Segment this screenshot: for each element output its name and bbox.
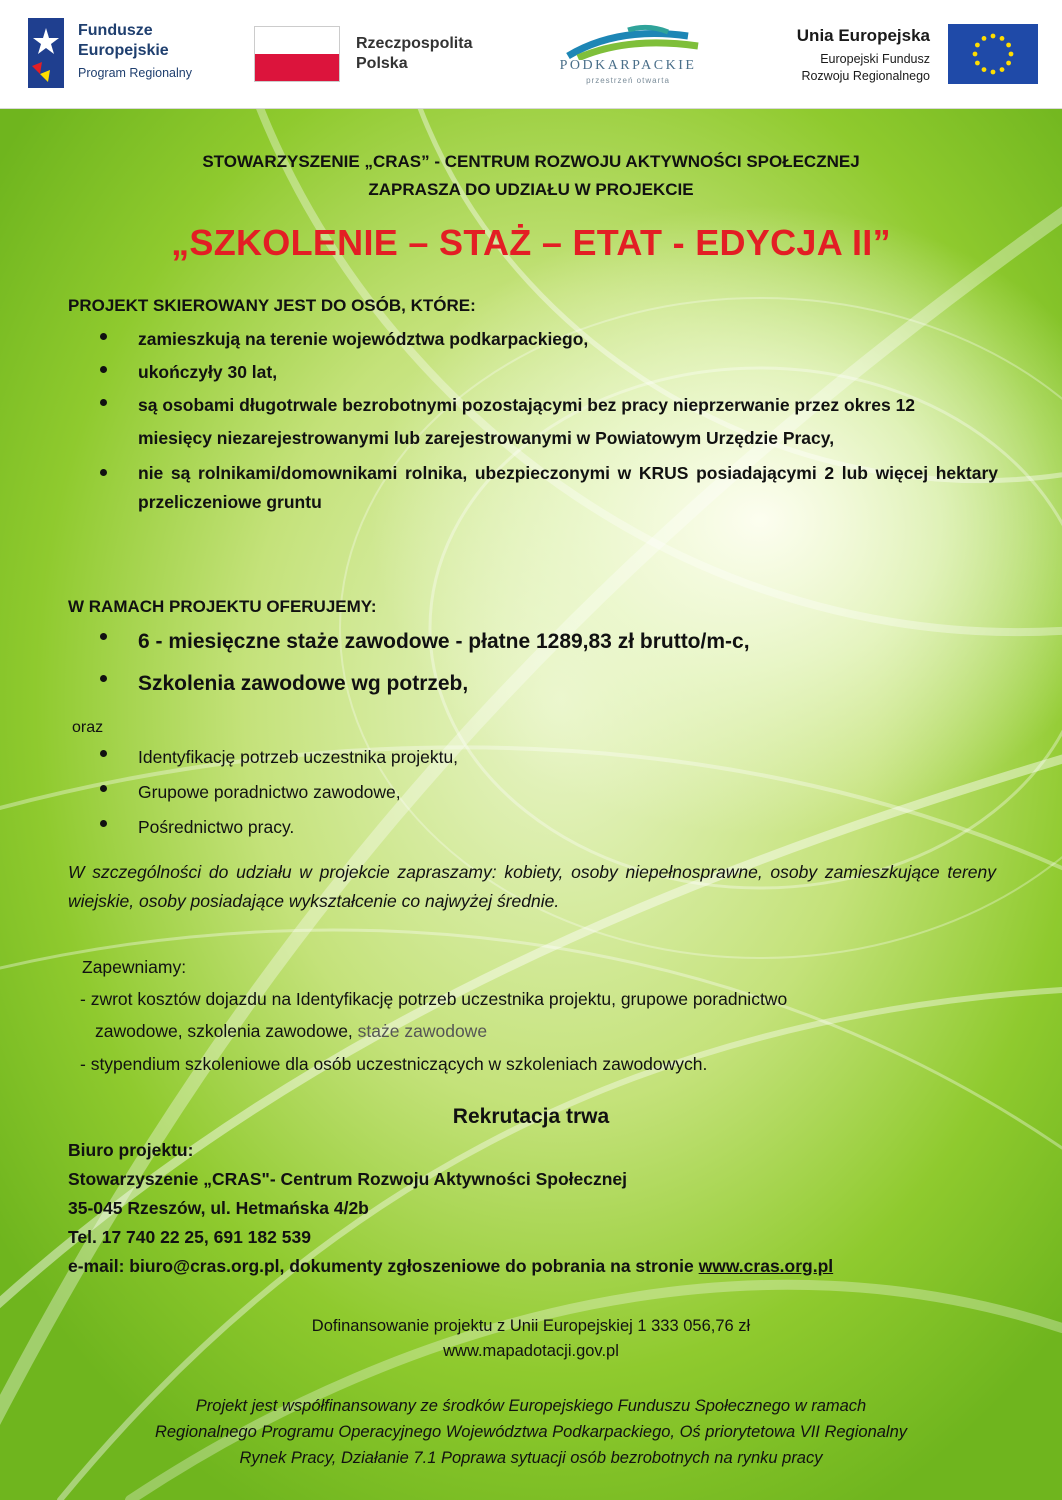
organization-line: STOWARZYSZENIE „CRAS” - CENTRUM ROZWOJU AKTYWNOŚCI SPOŁECZNEJ (202, 152, 860, 171)
list-item (68, 323, 998, 356)
list-item-text: są osobami długotrwale bezrobotnymi pozostającymi bez pracy nieprzerwanie przez okres 12 miesięcy niezarejestrowanymi lub zarejestrowanymi w Powiatowym Urzędzie Pracy, (138, 395, 916, 448)
podkarpackie-name: PODKARPACKIE (559, 58, 697, 73)
bullet-icon (100, 333, 107, 340)
footer-line-1: Projekt jest współfinansowany ze środków Europejskiego Funduszu Społecznego w ramach (195, 1397, 867, 1415)
offer-extra-list (68, 740, 998, 845)
list-item (68, 775, 998, 810)
office-address: 35-045 Rzeszów, ul. Hetmańska 4/2b (68, 1198, 369, 1218)
ue-logo-line3: Rozwoju Regionalnego (801, 69, 930, 83)
list-item-text: Pośrednictwo pracy. (138, 817, 295, 837)
fe-logo-line1: Fundusze (78, 22, 153, 39)
list-item (68, 740, 998, 775)
list-item-text: nie są rolnikami/domownikami rolnika, ubezpieczonymi w KRUS posiadającymi 2 lub więcej hektary przeliczeniowe gruntu (138, 463, 998, 512)
list-item (68, 356, 998, 389)
ue-logo-line2: Europejski Fundusz (820, 52, 930, 66)
office-email-line (68, 1252, 1048, 1281)
website-link[interactable]: www.cras.org.pl (698, 1256, 834, 1276)
bullet-icon (100, 785, 107, 792)
bullet-icon (100, 675, 107, 682)
office-email: e-mail: biuro@cras.org.pl, dokumenty zgłoszeniowe do pobrania na stronie (68, 1256, 699, 1276)
guarantee-item-1-continued (95, 1014, 487, 1049)
list-item-text: ukończyły 30 lat, (138, 362, 278, 382)
rp-logo-line2: Polska (356, 55, 408, 72)
guarantee-heading: Zapewniamy: (82, 957, 187, 977)
office-contact-block (68, 1136, 1048, 1281)
guarantee-item-2: - stypendium szkoleniowe dla osób uczestniczących w szkoleniach zawodowych. (80, 1054, 708, 1074)
offer-main-list (68, 621, 998, 705)
office-phone: Tel. 17 740 22 25, 691 182 539 (68, 1227, 311, 1247)
guarantee-item-1: - zwrot kosztów dojazdu na Identyfikację potrzeb uczestnika projektu, grupowe poradnictwo (80, 989, 788, 1009)
list-item-text: zamieszkują na terenie województwa podkarpackiego, (138, 329, 589, 349)
bullet-icon (100, 633, 107, 640)
office-label: Biuro projektu: (68, 1140, 194, 1160)
target-group-list (68, 323, 998, 517)
ue-logo-line1: Unia Europejska (796, 26, 930, 45)
invitation-paragraph: W szczególności do udziału w projekcie zapraszamy: kobiety, osoby niepełnosprawne, osoby zamieszkujące tereny wiejskie, osoby posiadające wykształcenie co najwyżej średnie. (68, 862, 996, 911)
funding-website: www.mapadotacji.gov.pl (443, 1342, 619, 1360)
list-item (68, 663, 998, 705)
footer-line-2: Regionalnego Programu Operacyjnego Województwa Podkarpackiego, Oś priorytetowa VII Regionalny (154, 1423, 908, 1441)
bullet-icon (100, 399, 107, 406)
rp-logo-line1: Rzeczpospolita (356, 35, 473, 52)
target-group-heading: PROJEKT SKIEROWANY JEST DO OSÓB, KTÓRE: (68, 296, 476, 315)
list-item-text: Szkolenia zawodowe wg potrzeb, (138, 672, 469, 695)
bullet-icon (100, 469, 107, 476)
list-item (68, 459, 998, 517)
project-title: „SZKOLENIE – STAŻ – ETAT - EDYCJA II” (171, 222, 891, 263)
list-item-text: Identyfikację potrzeb uczestnika projektu, (138, 747, 459, 767)
podkarpackie-tagline: przestrzeń otwarta (586, 76, 670, 85)
funding-amount: Dofinansowanie projektu z Unii Europejskiej 1 333 056,76 zł (311, 1317, 751, 1335)
guarantee-item-1-text: zawodowe, szkolenia zawodowe, (95, 1021, 353, 1041)
bullet-icon (100, 820, 107, 827)
list-item-text: 6 - miesięczne staże zawodowe - płatne 1289,83 zł brutto/m-c, (138, 630, 750, 653)
offer-heading: W RAMACH PROJEKTU OFERUJEMY: (68, 597, 377, 616)
office-name: Stowarzyszenie „CRAS"- Centrum Rozwoju Aktywności Społecznej (68, 1169, 627, 1189)
bullet-icon (100, 750, 107, 757)
list-item (68, 810, 998, 845)
list-item (68, 389, 998, 455)
footer-line-3: Rynek Pracy, Działanie 7.1 Poprawa sytuacji osób bezrobotnych na rynku pracy (239, 1449, 823, 1467)
fe-logo-line2: Europejskie (78, 42, 169, 59)
fe-logo-line3: Program Regionalny (78, 66, 192, 80)
recruitment-status: Rekrutacja trwa (452, 1105, 610, 1128)
guarantee-item-1-internships: staże zawodowe (357, 1021, 488, 1041)
bullet-icon (100, 366, 107, 373)
oraz-label: oraz (72, 719, 104, 736)
list-item (68, 621, 998, 663)
list-item-text: Grupowe poradnictwo zawodowe, (138, 782, 401, 802)
invitation-line: ZAPRASZA DO UDZIAŁU W PROJEKCIE (368, 180, 694, 199)
